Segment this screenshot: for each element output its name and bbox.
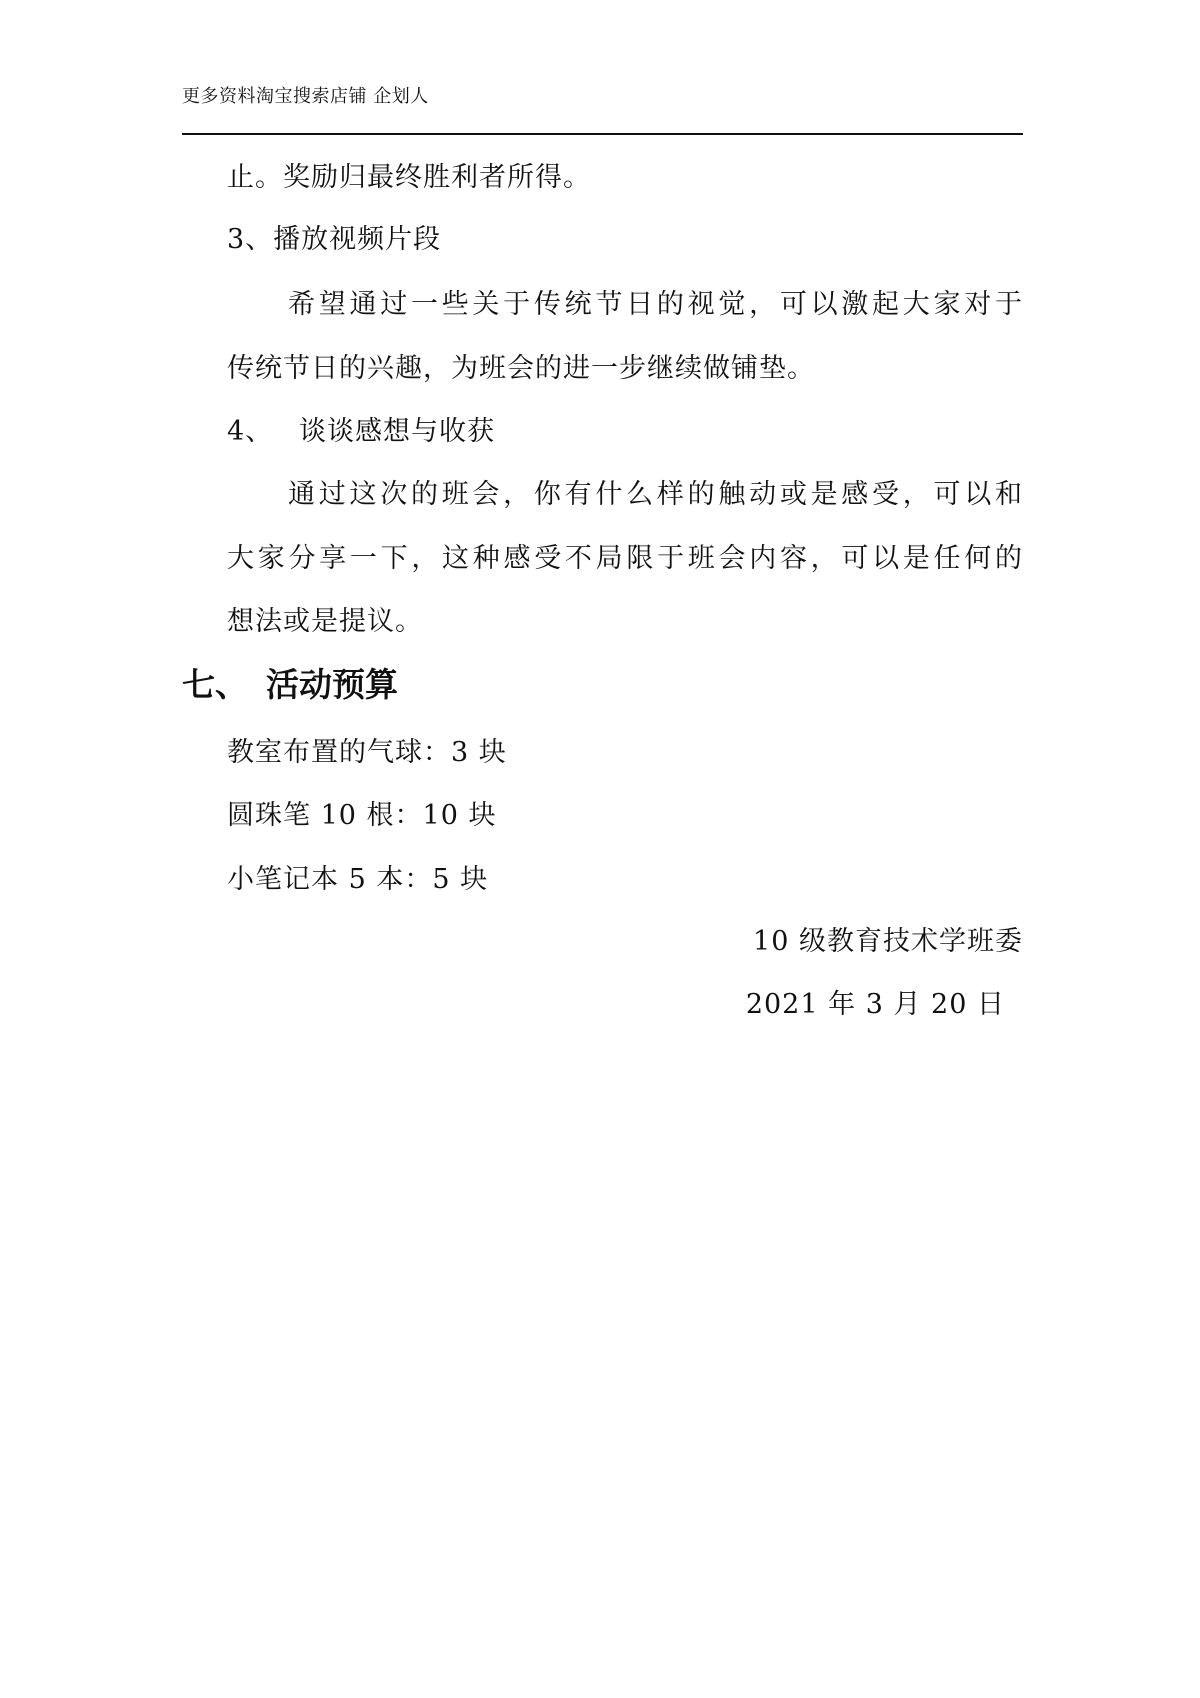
signature-date: 2021 年 3 月 20 日 [745,989,1005,1020]
section-7-title: 活动预算 [266,665,398,704]
item-3-title: 3、播放视频片段 [227,224,442,255]
item-3-paragraph-line-1: 希望通过一些关于传统节日的视觉，可以激起大家对于 [288,289,1023,320]
budget-item: 圆珠笔 10 根：10 块 [227,800,497,831]
page-header: 更多资料淘宝搜索店铺 企划人 [182,86,429,107]
item-4-paragraph-line-2: 大家分享一下，这种感受不局限于班会内容，可以是任何的 [227,543,1023,574]
budget-item: 教室布置的气球：3 块 [227,737,507,768]
section-7-heading [182,663,398,707]
item-4-title: 谈谈感想与收获 [299,416,495,447]
header-divider [182,133,1023,135]
item-4-title-row [227,412,495,452]
item-4-paragraph-line-3: 想法或是提议。 [227,606,423,637]
continuation-line: 止。奖励归最终胜利者所得。 [227,162,591,193]
item-3-paragraph-line-2: 传统节日的兴趣，为班会的进一步继续做铺垫。 [227,353,815,384]
section-7-number: 七、 [182,665,248,704]
item-4-number: 4、 [227,416,274,447]
item-4-paragraph-line-1: 通过这次的班会，你有什么样的触动或是感受，可以和 [288,479,1023,510]
signature-organization: 10 级教育技术学班委 [753,926,1023,957]
budget-item: 小笔记本 5 本：5 块 [227,864,489,895]
